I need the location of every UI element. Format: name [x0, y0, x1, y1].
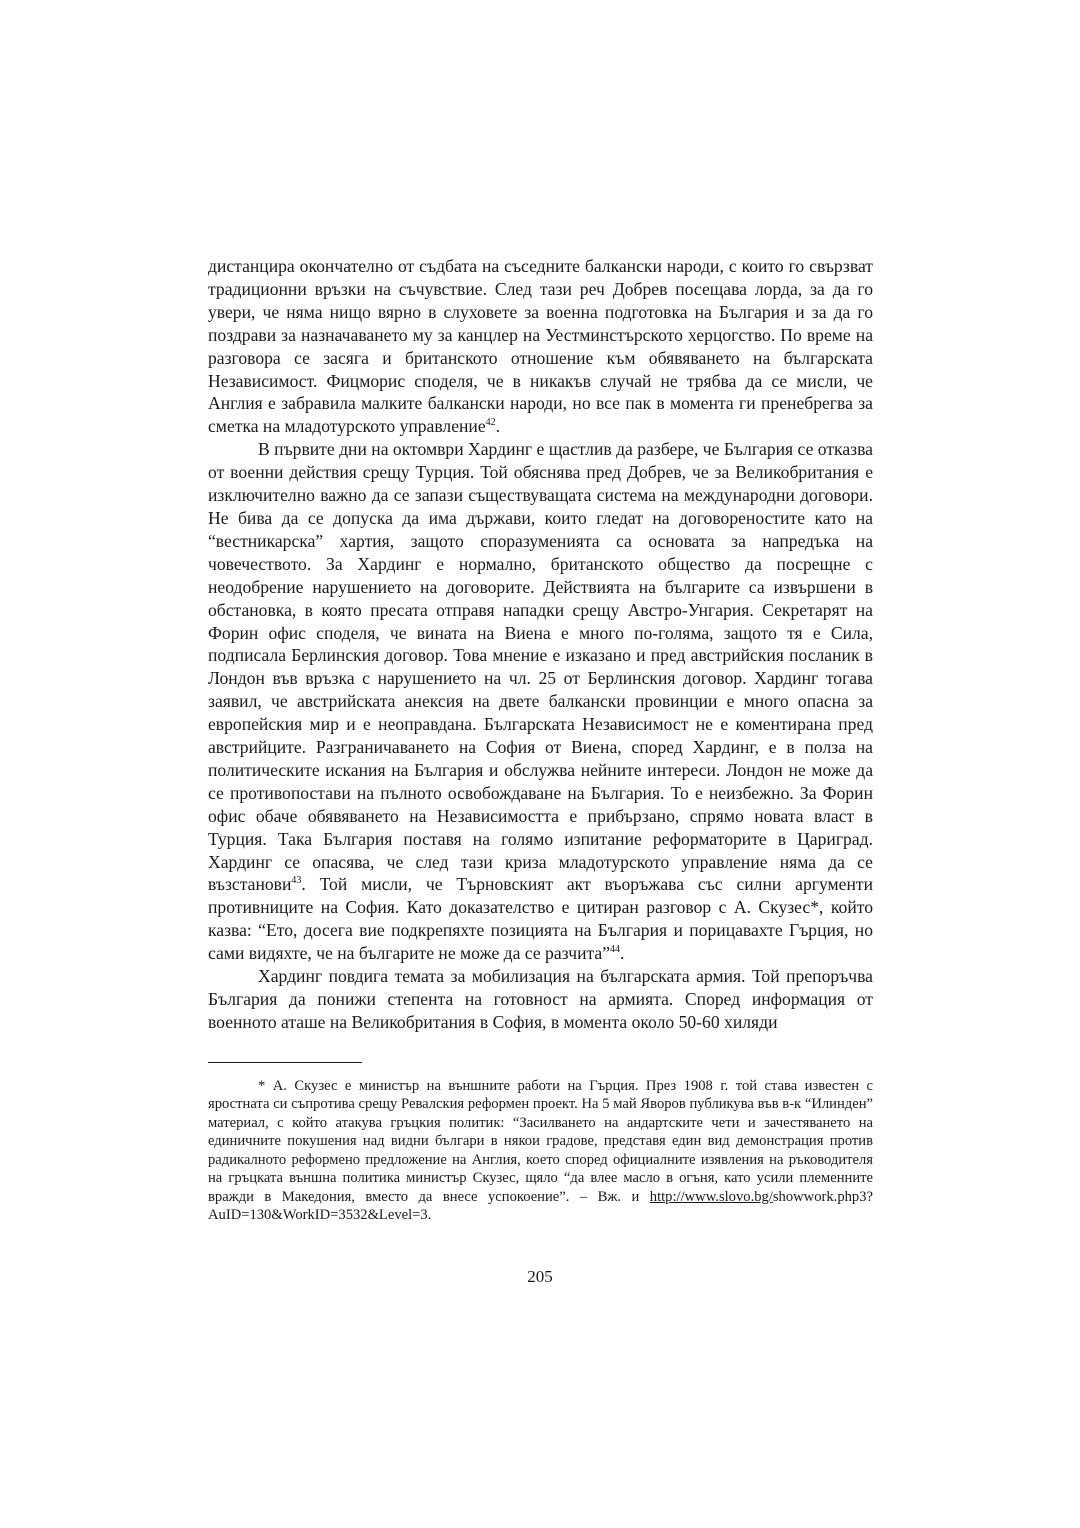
body-text [208, 255, 873, 1034]
page-content [208, 255, 873, 1225]
paragraph-1 [208, 255, 873, 438]
footnote-ref-42: 42 [485, 417, 496, 429]
page-number: 205 [527, 1267, 553, 1286]
paragraph-1-text: дистанцира окончателно от съдбата на съседните балкански народи, с които го свързват традиционни връзки на съчувствие. След тази реч Добрев посещава лорда, за да го увери, че няма нищо вярно в слуховете за военна подготовка на България и за да го поздрави за назначаването му за канцлер на Уестминстърското херцогство. По време на разговора се засяга и британското отношение към обявяването на българската Независимост. Фицморис споделя, че в никакъв случай не трябва да се мисли, че Англия е забравила малките балкански народи, но все пак в момента ги пренебрегва за сметка на младотурското управление [208, 256, 873, 437]
footnote-ref-44: 44 [610, 944, 621, 956]
footnote-text: * А. Скузес е министър на външните работи на Гърция. През 1908 г. той става известен с яростната си съпротива срещу Ревалския реформен проект. На 5 май Яворов публикува във в-к “Илинден” материал, с който атакува гръцкия политик: “Засилването на андартските чети и зачестяването на единичните покушения над видни българи в някои градове, представя един вид демонстрация против радикалното реформено предложение на Англия, което според официалните изявления на ръководителя на гръцката външна политика министър Скузес, щяло “да влее масло в огъня, като усили племенните вражди в Македония, вместо да внесе успокоение”. – Вж. и [208, 1077, 873, 1205]
footnote-link-tail: showwork.php3?AuID=130&WorkID=3532&Level=3. [208, 1188, 873, 1224]
paragraph-2-tail: . [620, 943, 625, 964]
paragraph-1-tail: . [495, 416, 501, 437]
footnote-divider [208, 1062, 362, 1063]
paragraph-3-text: Хардинг повдига темата за мобилизация на българската армия. Той препоръчва България да понижи степента на готовност на армията. Според информация от военното аташе на Великобритания в София, в момента около 50-60 хиляди [208, 966, 873, 1032]
footnote-link[interactable]: http://www.slovo.bg/ [649, 1188, 773, 1205]
footnote [208, 1077, 873, 1225]
paragraph-3 [208, 965, 873, 1034]
paragraph-2-mid: . Той мисли, че Търновският акт въоръжава със силни аргументи противниците на София. Като доказателство е цитиран разговор с А. Скузес*, който казва: “Ето, досега вие подкрепяхте позицията на България и порицавахте Гърция, но сами видяхте, че на българите не може да се разчита” [208, 874, 873, 964]
footnote-ref-43: 43 [291, 875, 302, 887]
paragraph-2-text: В първите дни на октомври Хардинг е щастлив да разбере, че България се отказва от военни действия срещу Турция. Той обяснява пред Добрев, че за Великобритания е изключително важно да се запази съществуващата система на международни договори. Не бива да се допуска да има държави, които гледат на договореностите като на “вестникарска” хартия, защото споразуменията са основата за напредъка на човечеството. За Хардинг е нормално, британското общество да посрещне с неодобрение нарушението на договорите. Действията на българите са извършени в обстановка, в която пресата отправя нападки срещу Австро-Унгария. Секретарят на Форин офис споделя, че вината на Виена е много по-голяма, защото тя е Сила, подписала Берлинския договор. Това мнение е изказано и пред австрийския посланик в Лондон във връзка с нарушението на чл. 25 от Берлинския договор. Хардинг тогава заявил, че австрийската анексия на двете балкански провинции е много опасна за европейския мир и е неоправдана. Българската Независимост не е коментирана пред австрийците. Разграничаването на София от Виена, според Хардинг, е в полза на политическите искания на България и обслужва нейните интереси. Лондон не може да се противопостави на пълното освобождаване на България. То е неизбежно. За Форин офис обаче обявяването на Независимостта е прибързано, спрямо новата власт в Турция. Така България поставя на голямо изпитание реформаторите в Цариград. Хардинг се опасява, че след тази криза младотурското управление няма да се възстанови [208, 439, 873, 895]
paragraph-2 [208, 438, 873, 965]
